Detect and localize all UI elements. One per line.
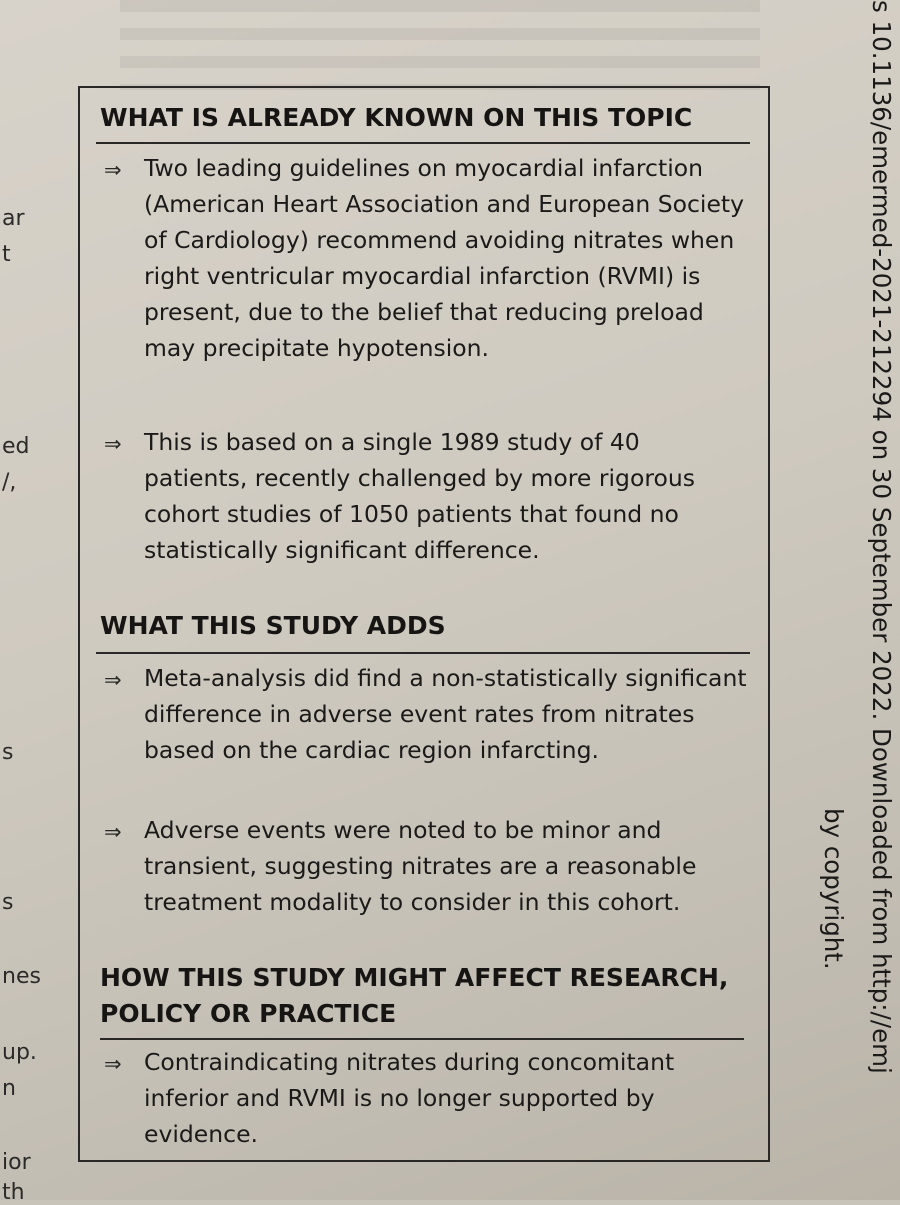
heading-rule	[100, 1038, 744, 1040]
bullet-text: Two leading guidelines on myocardial infarction (American Heart Association and European Society of Cardiology) recommend avoiding nitrates when right ventricular myocardial infarction (RVMI) is present, due to the belief that reducing preload may precipitate hypotension.	[144, 154, 745, 362]
left-column-fragment: ior	[2, 1150, 31, 1175]
section-heading-affect: HOW THIS STUDY MIGHT AFFECT RESEARCH, POLICY OR PRACTICE	[100, 963, 729, 1028]
left-column-fragment: ar	[2, 206, 25, 231]
arrow-icon: ⇒	[104, 158, 122, 182]
left-column-fragment: s	[2, 740, 14, 765]
left-column-fragment: t	[2, 242, 11, 267]
left-column-fragment: n	[2, 1076, 16, 1101]
arrow-icon: ⇒	[104, 668, 122, 692]
heading-rule	[96, 142, 750, 144]
bullet-text: Meta-analysis did find a non-statistically significant difference in adverse event rates from nitrates based on the cardiac region infarcting.	[144, 664, 747, 764]
section-heading-adds: WHAT THIS STUDY ADDS	[100, 611, 446, 640]
arrow-icon: ⇒	[104, 1052, 122, 1076]
left-column-fragment: th	[2, 1180, 25, 1205]
bullet-text: Adverse events were noted to be minor and transient, suggesting nitrates are a reasonable treatment modality to consider in this cohort.	[144, 816, 697, 916]
download-notice-line: s 10.1136/emermed-2021-212294 on 30 September 2022. Downloaded from http://emj	[867, 0, 896, 1074]
arrow-icon: ⇒	[104, 820, 122, 844]
bullet-text: Contraindicating nitrates during concomitant inferior and RVMI is no longer supported by evidence.	[144, 1048, 675, 1148]
arrow-icon: ⇒	[104, 432, 122, 456]
heading-rule	[96, 652, 750, 654]
left-column-fragment: /,	[2, 470, 17, 495]
left-column-fragment: nes	[2, 964, 41, 989]
show-through-text	[120, 0, 760, 90]
section-heading-known: WHAT IS ALREADY KNOWN ON THIS TOPIC	[100, 103, 693, 132]
bullet-text: This is based on a single 1989 study of 40 patients, recently challenged by more rigorous cohort studies of 1050 patients that found no statistically significant difference.	[144, 428, 695, 564]
copyright-notice-line: by copyright.	[819, 808, 848, 970]
left-column-fragment: ed	[2, 434, 30, 459]
left-column-fragment: up.	[2, 1040, 37, 1065]
left-column-fragment: s	[2, 890, 14, 915]
